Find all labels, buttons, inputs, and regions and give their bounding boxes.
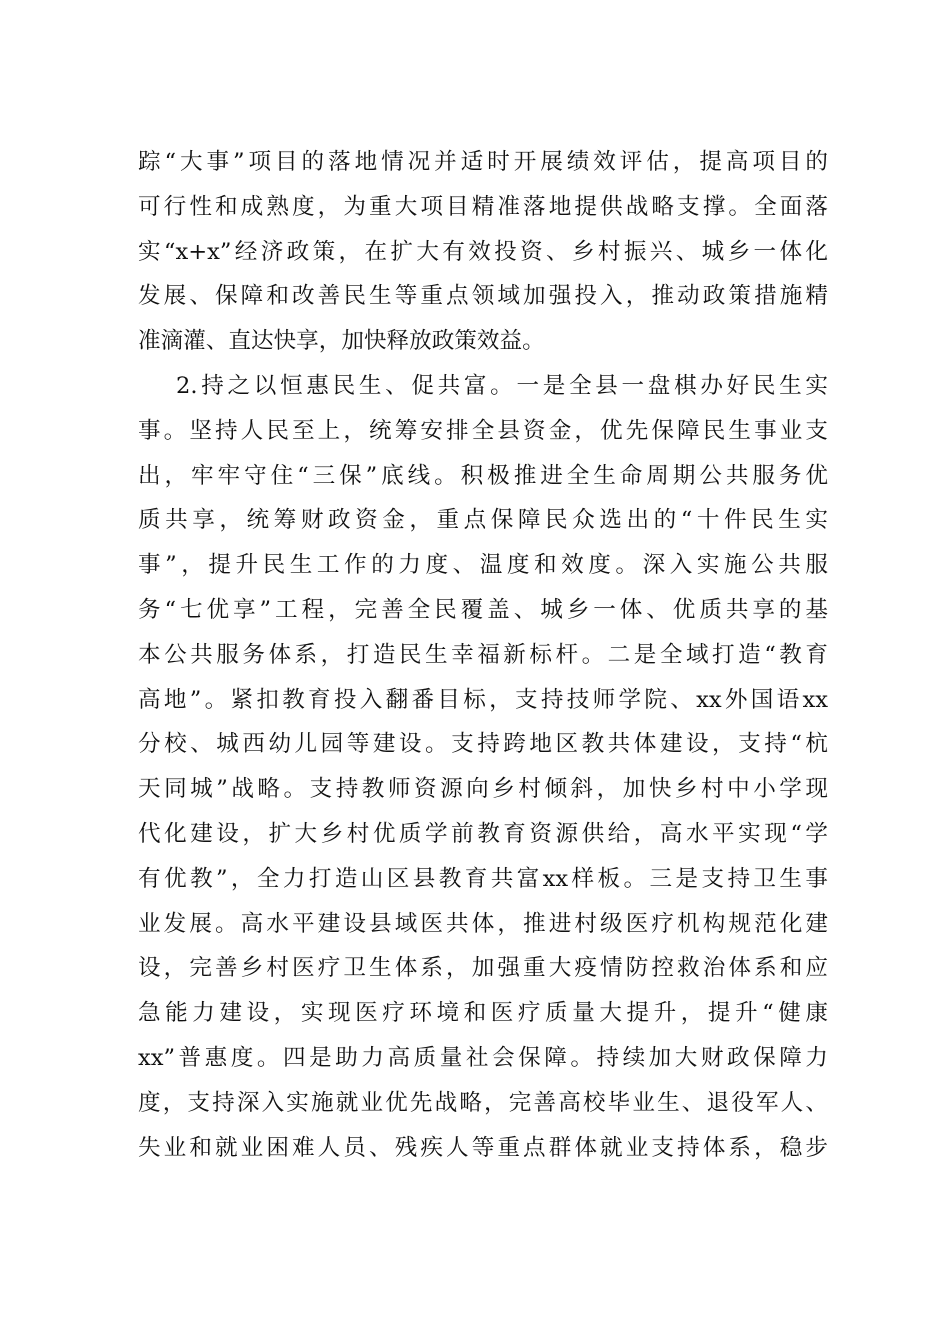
text-line: 高地”。紧扣教育投入翻番目标，支持技师学院、xx外国语xx	[138, 686, 828, 713]
text-line: 事”，提升民生工作的力度、温度和效度。深入实施公共服	[138, 552, 828, 579]
text-line: 2.持之以恒惠民生、促共富。一是全县一盘棋办好民生实	[176, 372, 828, 399]
text-line: 设，完善乡村医疗卫生体系，加强重大疫情防控救治体系和应	[138, 955, 828, 982]
body-text	[138, 140, 828, 1170]
text-line: 急能力建设，实现医疗环境和医疗质量大提升，提升“健康	[138, 1000, 828, 1027]
text-line: 度，支持深入实施就业优先战略，完善高校毕业生、退役军人、	[138, 1089, 828, 1116]
text-line: 失业和就业困难人员、残疾人等重点群体就业支持体系，稳步	[138, 1134, 828, 1161]
text-line: 事。坚持人民至上，统筹安排全县资金，优先保障民生事业支	[138, 417, 828, 444]
text-line: 务“七优享”工程，完善全民覆盖、城乡一体、优质共享的基	[138, 596, 828, 623]
text-line: 天同城”战略。支持教师资源向乡村倾斜，加快乡村中小学现	[138, 776, 828, 803]
text-line: 代化建设，扩大乡村优质学前教育资源供给，高水平实现“学	[138, 820, 828, 847]
text-line: 准滴灌、直达快享，加快释放政策效益。	[138, 328, 545, 355]
text-line: 踪“大事”项目的落地情况并适时开展绩效评估，提高项目的	[138, 149, 828, 175]
text-line: 可行性和成熟度，为重大项目精准落地提供战略支撑。全面落	[138, 193, 828, 220]
text-line: xx”普惠度。四是助力高质量社会保障。持续加大财政保障力	[138, 1044, 828, 1071]
text-line: 出，牢牢守住“三保”底线。积极推进全生命周期公共服务优	[138, 462, 828, 489]
text-line: 发展、保障和改善民生等重点领域加强投入，推动政策措施精	[138, 283, 828, 310]
text-line: 本公共服务体系，打造民生幸福新标杆。二是全域打造“教育	[138, 641, 828, 668]
text-line: 业发展。高水平建设县域医共体，推进村级医疗机构规范化建	[138, 910, 828, 937]
text-line: 质共享，统筹财政资金，重点保障民众选出的“十件民生实	[138, 507, 828, 534]
text-line: 有优教”，全力打造山区县教育共富xx样板。三是支持卫生事	[138, 865, 828, 892]
text-line: 分校、城西幼儿园等建设。支持跨地区教共体建设，支持“杭	[138, 731, 828, 758]
text-line: 实“x+x”经济政策，在扩大有效投资、乡村振兴、城乡一体化	[138, 238, 828, 265]
